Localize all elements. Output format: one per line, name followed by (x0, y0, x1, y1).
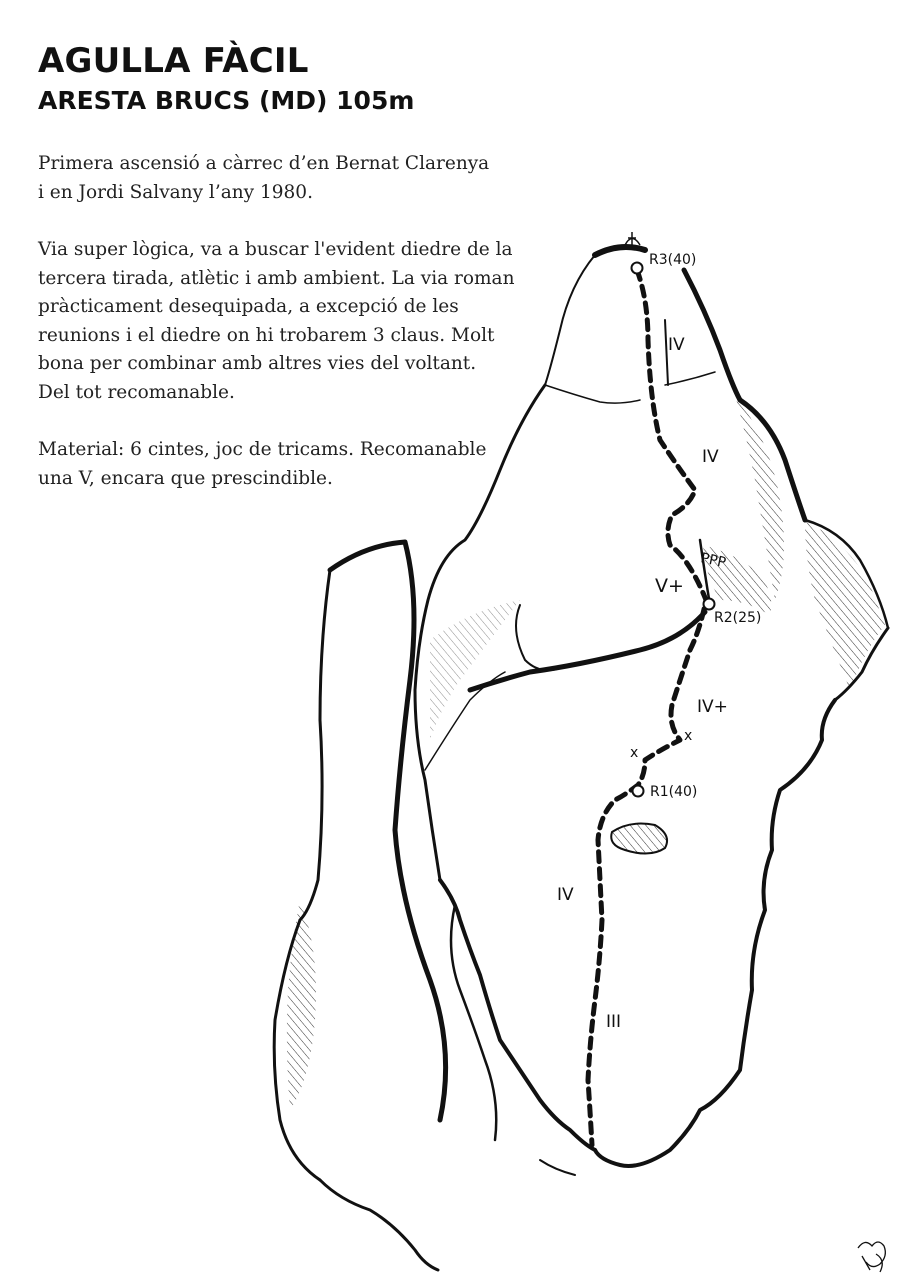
pitons-marker: PPP (699, 550, 728, 572)
grade-label: V+ (655, 575, 684, 597)
rock-outline (516, 605, 560, 670)
rock-shading (430, 600, 520, 740)
text-line: Primera ascensió a càrrec d’en Bernat Clarenya (38, 153, 490, 174)
text-line: pràcticament desequipada, a excepció de les (38, 296, 459, 317)
route-title: AGULLA FÀCIL (38, 41, 309, 81)
rock-outline (300, 570, 330, 920)
text-line: tercera tirada, atlètic i amb ambient. La via roman (38, 267, 515, 289)
rock-outline (595, 247, 645, 255)
belay-r2-point (704, 599, 715, 610)
rock-outline (330, 542, 446, 1120)
belay-r3-point (632, 263, 643, 274)
text-line: Via super lògica, va a buscar l'evident diedre de la (38, 239, 513, 260)
belay-r1-point (633, 786, 644, 797)
grade-label: III (606, 1012, 622, 1032)
text-line: i en Jordi Salvany l’any 1980. (38, 181, 313, 203)
bolt-marker: x (630, 745, 639, 761)
rock-outline (320, 1180, 438, 1270)
rock-shading (287, 900, 316, 1110)
rock-outline (595, 700, 835, 1166)
text-line: Material: 6 cintes, joc de tricams. Recomanable (38, 439, 487, 460)
grade-label: IV (702, 447, 719, 467)
text-line: bona per combinar amb altres vies del voltant. (38, 353, 477, 374)
belay-r1-label: R1(40) (650, 784, 698, 800)
rock-outline (545, 385, 640, 403)
text-line: reunions i el diedre on hi trobarem 3 claus. Molt (38, 324, 495, 346)
rock-shading (805, 520, 885, 690)
text-line: Del tot recomanable. (38, 381, 235, 403)
grade-label: IV+ (697, 697, 728, 717)
rock-outline (540, 1160, 575, 1175)
rock-outline (684, 270, 740, 400)
boulder (611, 824, 667, 854)
text-line: una V, encara que prescindible. (38, 467, 333, 489)
belay-r3-label: R3(40) (649, 252, 697, 268)
belay-r2-label: R2(25) (714, 610, 762, 626)
rock-outline (470, 612, 705, 690)
summit-cross-icon (625, 232, 640, 246)
bolt-marker: x (684, 728, 693, 744)
artist-logo-icon (858, 1242, 885, 1272)
rock-outline (440, 880, 595, 1150)
route-subtitle: ARESTA BRUCS (MD) 105m (38, 86, 415, 115)
rock-outline (665, 372, 715, 385)
rock-outline (451, 905, 496, 1140)
grade-label: IV (668, 335, 685, 355)
rock-outline (545, 255, 595, 385)
grade-label: IV (557, 885, 574, 905)
